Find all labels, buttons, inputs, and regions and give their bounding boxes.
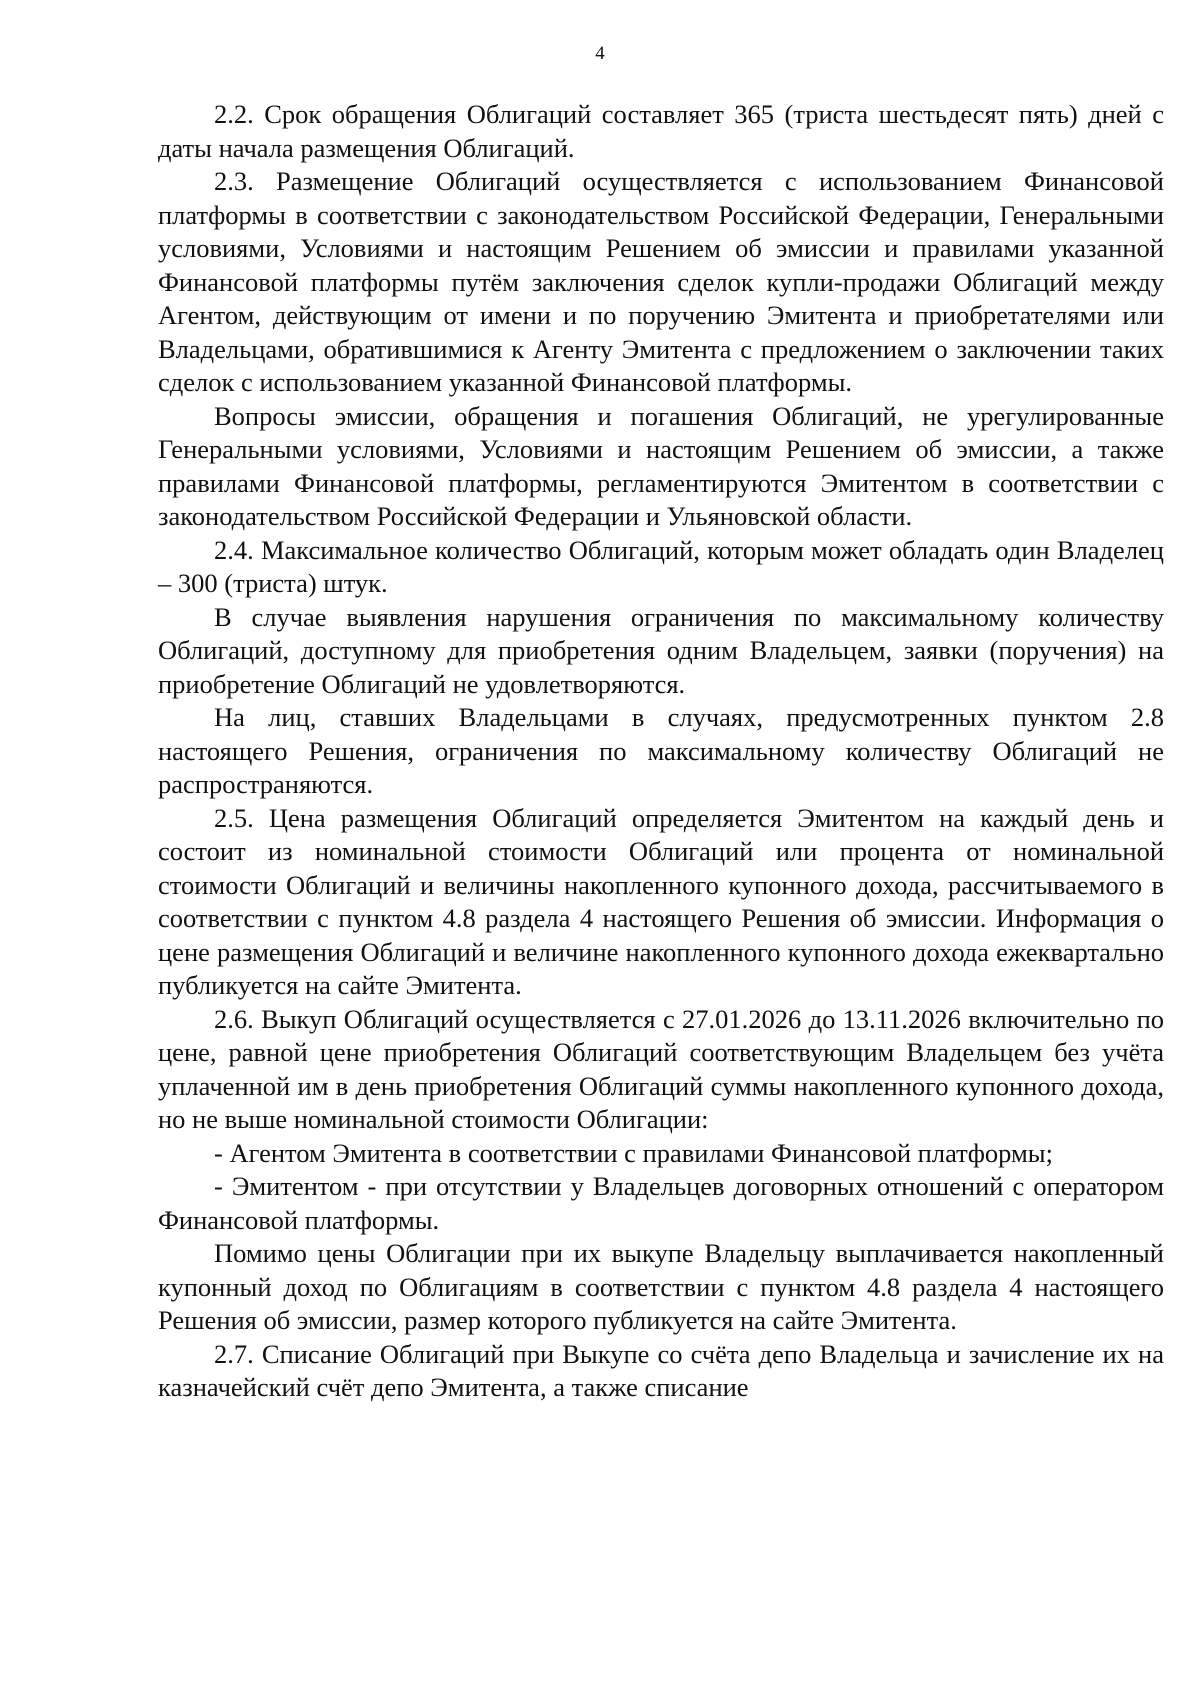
list-item-agent: - Агентом Эмитента в соответствии с правилами Финансовой платформы; [214,1137,1053,1168]
list-item-issuer: - Эмитентом - при отсутствии у Владельцев договорных отношений с оператором Финансовой платформы. [158,1171,1164,1235]
paragraph-2-3-issues: Вопросы эмиссии, обращения и погашения Облигаций, не урегулированные Генеральными условиями, Условиями и настоящим Решением об эмиссии, а также правилами Финансовой платформы, регламентируются Эмитентом в соответствии с законодательством Российской Федерации и Ульяновской области. [158,400,1164,531]
paragraph-2-3: 2.3. Размещение Облигаций осуществляется с использованием Финансовой платформы в соответствии с законодательством Российской Федерации, Генеральными условиями, Условиями и настоящим Решением об эмиссии и правилами указанной Финансовой платформы путём заключения сделок купли-продажи Облигаций между Агентом, действующим от имени и по поручению Эмитента и приобретателями или Владельцами, обратившимися к Агенту Эмитента с предложением о заключении таких сделок с использованием указанной Финансовой платформы. [158,166,1164,397]
paragraph-2-7: 2.7. Списание Облигаций при Выкупе со счёта депо Владельца и зачисление их на казначейский счёт депо Эмитента, а также списание [158,1338,1164,1402]
page-number: 4 [595,43,605,64]
paragraph-2-4: 2.4. Максимальное количество Облигаций, которым может обладать один Владелец – 300 (триста) штук. [158,534,1164,598]
paragraph-2-2: 2.2. Срок обращения Облигаций составляет 365 (триста шестьдесят пять) дней с даты начала размещения Облигаций. [158,99,1164,163]
paragraph-2-4-violation: В случае выявления нарушения ограничения по максимальному количеству Облигаций, доступному для приобретения одним Владельцем, заявки (поручения) на приобретение Облигаций не удовлетворяются. [158,601,1164,699]
paragraph-2-4-exception: На лиц, ставших Владельцами в случаях, предусмотренных пунктом 2.8 настоящего Решения, ограничения по максимальному количеству Облигаций не распространяются. [158,702,1164,799]
document-body [158,98,1164,1405]
paragraph-2-6: 2.6. Выкуп Облигаций осуществляется с 27.01.2026 до 13.11.2026 включительно по цене, равной цене приобретения Облигаций соответствующим Владельцем без учёта уплаченной им в день приобретения Облигаций суммы накопленного купонного дохода, но не выше номинальной стоимости Облигации: [158,1003,1164,1134]
paragraph-2-5: 2.5. Цена размещения Облигаций определяется Эмитентом на каждый день и состоит из номинальной стоимости Облигаций или процента от номинальной стоимости Облигаций и величины накопленного купонного дохода, рассчитываемого в соответствии с пунктом 4.8 раздела 4 настоящего Решения об эмиссии. Информация о цене размещения Облигаций и величине накопленного купонного дохода ежеквартально публикуется на сайте Эмитента. [158,802,1164,1000]
paragraph-2-6-coupon: Помимо цены Облигации при их выкупе Владельцу выплачивается накопленный купонный доход по Облигациям в соответствии с пунктом 4.8 раздела 4 настоящего Решения об эмиссии, размер которого публикуется на сайте Эмитента. [158,1238,1164,1335]
